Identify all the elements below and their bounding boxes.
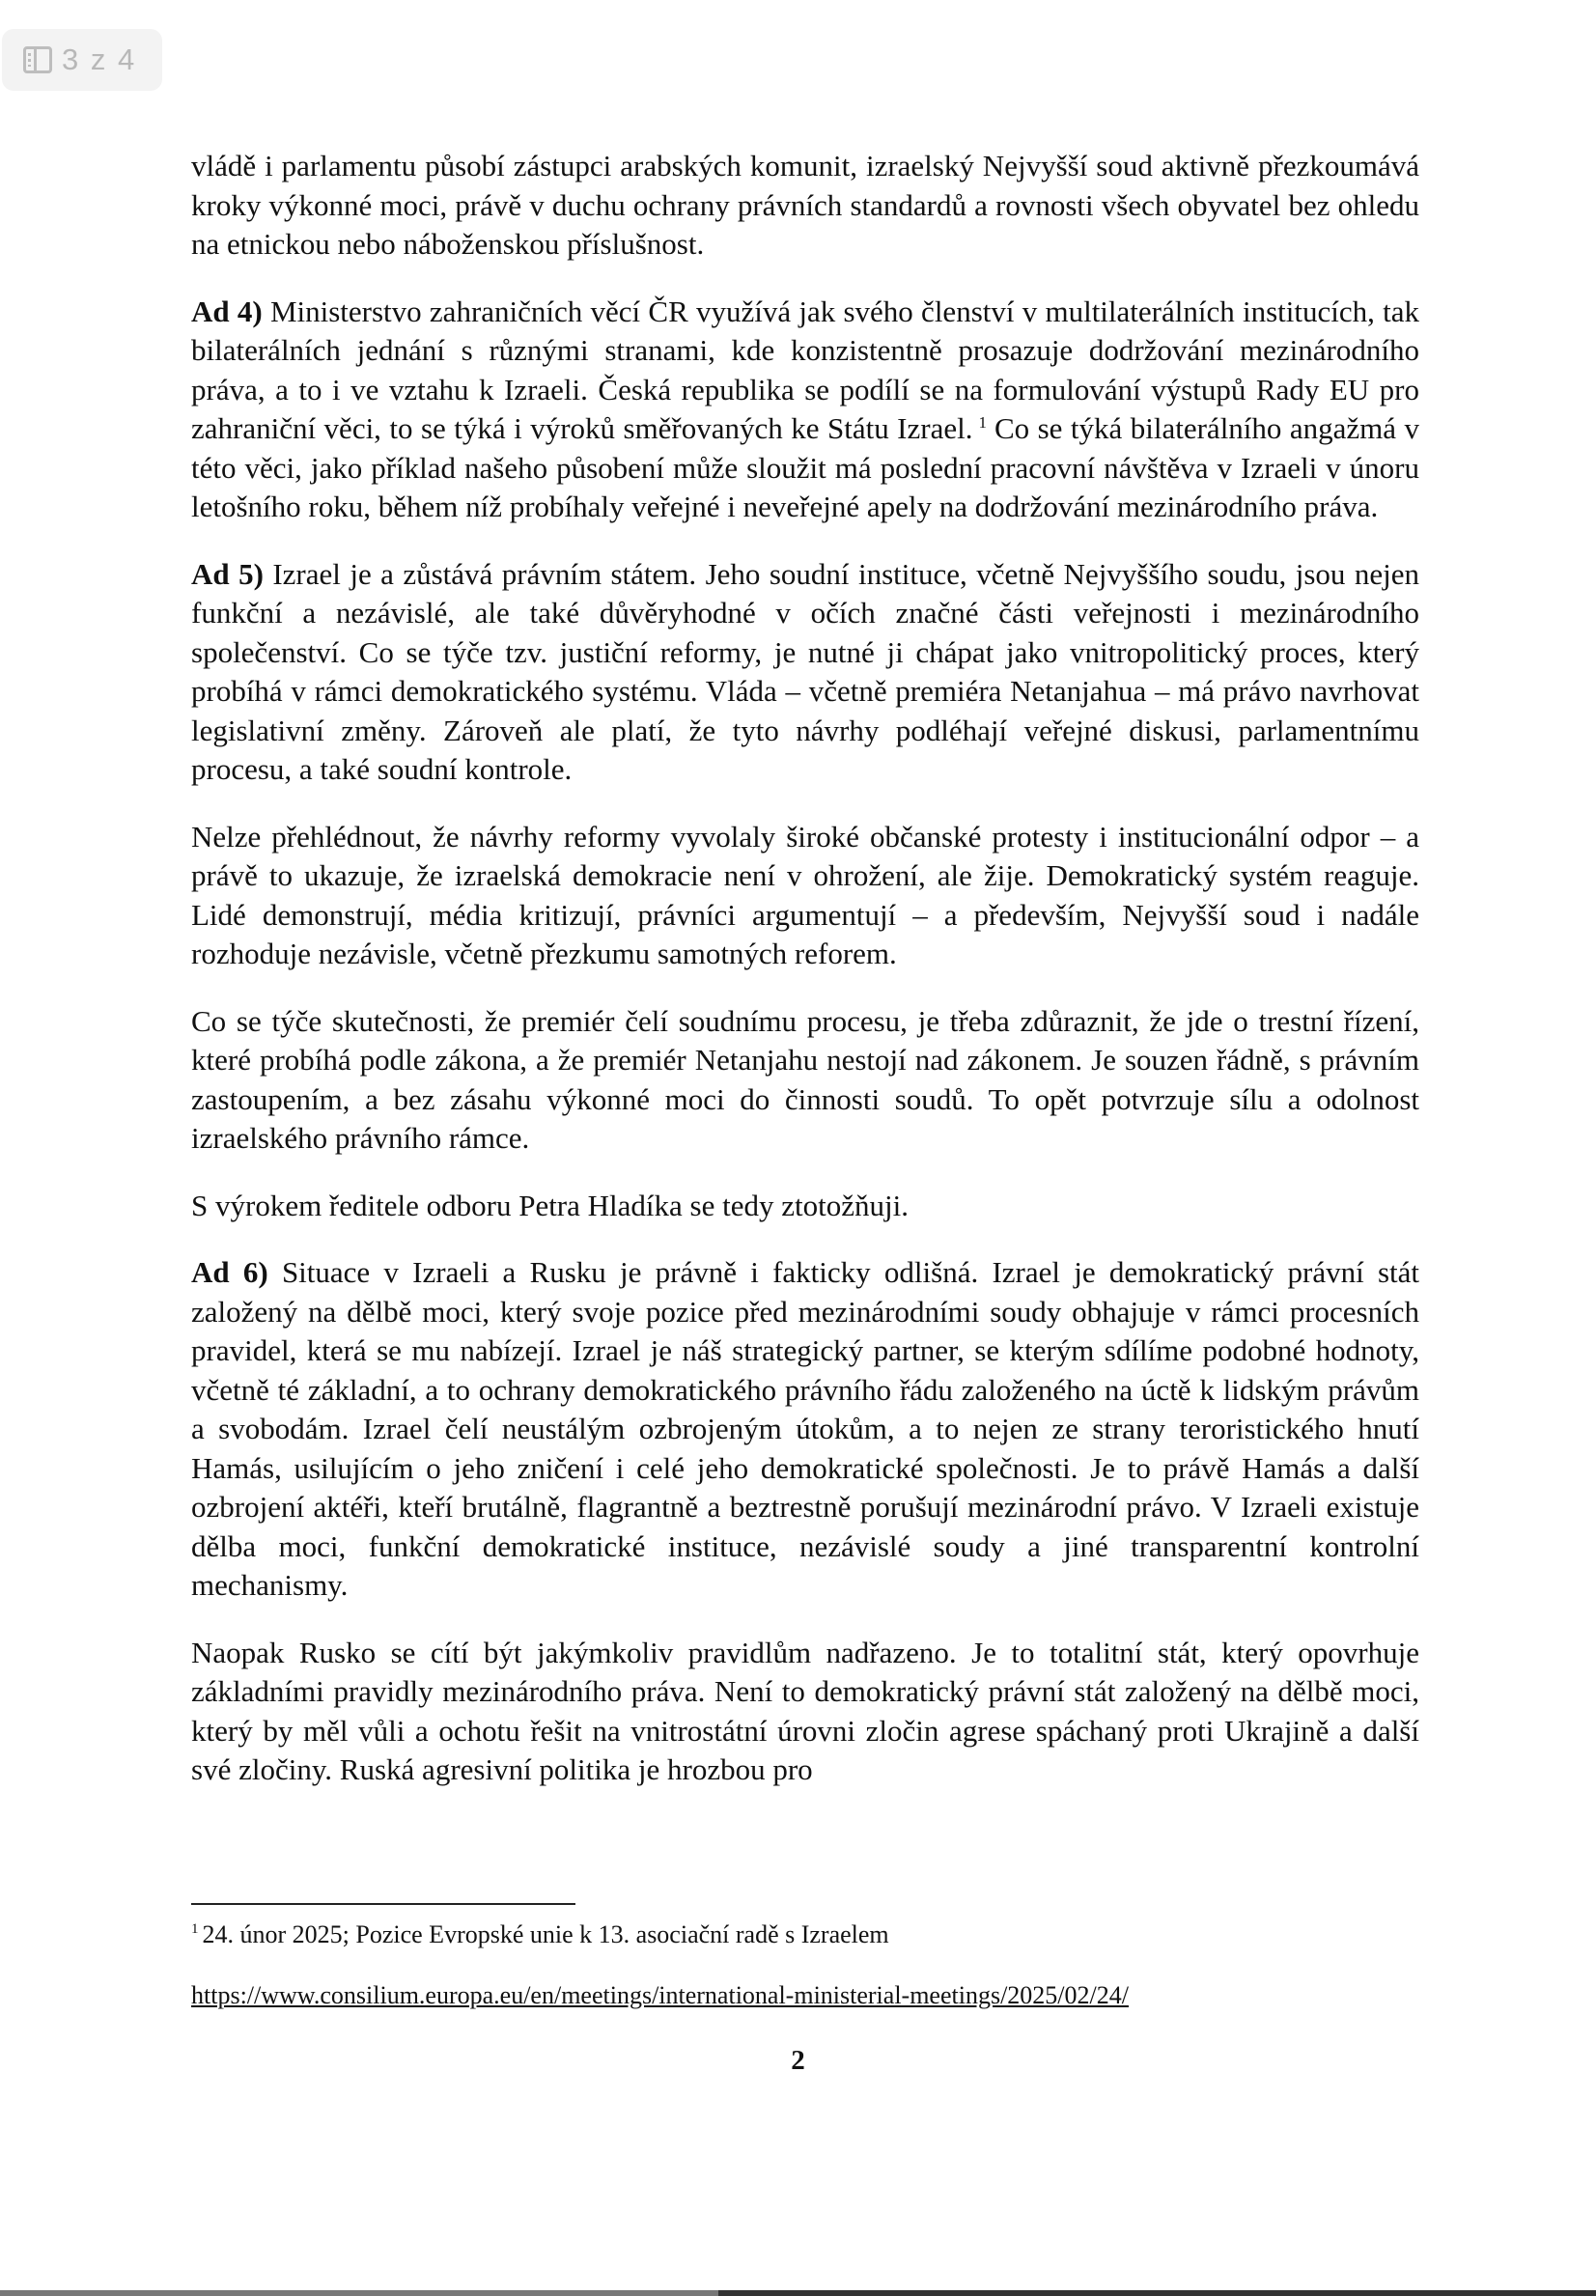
paragraph-text: Co se týká bilaterálního angažmá v této věci, jako příklad našeho působení může sloužit má poslední pracovní návštěva v Izraeli v únoru letošního roku, během níž probíhaly veřejné i neveřejné apely na dodržování mezinárodního práva.	[191, 411, 1420, 523]
paragraph: S výrokem ředitele odboru Petra Hladíka se tedy ztotožňuji.	[191, 1188, 909, 1222]
paragraph: Nelze přehlédnout, že návrhy reformy vyvolaly široké občanské protesty i institucionální odpor – a právě to ukazuje, že izraelská demokracie není v ohrožení, ale žije. Demokratický systém reaguje. Lidé demonstrují, média kritizují, právníci argumentují – a především, Nejvyšší soud i nadále rozhoduje nezávisle, včetně přezkumu samotných reforem.	[191, 819, 1419, 970]
document-body	[191, 147, 1419, 1818]
pages-icon	[23, 46, 52, 73]
paragraph-label: Ad 6)	[191, 1255, 268, 1289]
footnote-reference[interactable]: 1	[978, 412, 987, 432]
paragraph-label: Ad 4)	[191, 294, 263, 328]
paragraph-text: Izrael je a zůstává právním státem. Jeho soudní instituce, včetně Nejvyššího soudu, jsou nejen funkční a nezávislé, ale také důvěryhodné v očích značné části veřejnosti i mezinárodního společenství. Co se týče tzv. justiční reformy, je nutné ji chápat jako vnitropolitický proces, který probíhá v rámci demokratického systému. Vláda – včetně premiéra Netanjahua – má právo navrhovat legislativní změny. Zároveň ale platí, že tyto návrhy podléhají veřejné diskusi, parlamentnímu procesu, a také soudní kontrole.	[191, 556, 1420, 786]
footnote-link[interactable]: https://www.consilium.europa.eu/en/meetings/international-ministerial-meetings/2025/02/24/	[191, 1981, 1129, 2009]
paragraph-ad-5	[191, 555, 1419, 790]
footnote-divider	[191, 1903, 575, 1905]
paragraph-ad-6	[191, 1253, 1419, 1606]
page-indicator-text: 3 z 4	[62, 42, 137, 76]
paragraph-text: Situace v Izraeli a Rusku je právně i fakticky odlišná. Izrael je demokratický právní stát založený na dělbě moci, který svoje pozice před mezinárodními soudy obhajuje v rámci procesních pravidel, která se mu nabízejí. Izrael je náš strategický partner, se kterým sdílíme podobné hodnoty, včetně té základní, a to ochrany demokratického právního řádu založeného na úctě k lidským právům a svobodám. Izrael čelí neustálým ozbrojeným útokům, a to nejen ze strany teroristického hnutí Hamás, usilujícím o jeho zničení i celé jeho demokratické společnosti. Je to právě Hamás a další ozbrojení aktéři, kteří brutálně, flagrantně a beztrestně porušují mezinárodní právo. V Izraeli existuje dělba moci, funkční demokratické instituce, nezávislé soudy a jiné transparentní kontrolní mechanismy.	[191, 1255, 1420, 1602]
scan-edge	[0, 2290, 1596, 2296]
paragraph: vládě i parlamentu působí zástupci arabských komunit, izraelský Nejvyšší soud aktivně přezkoumává kroky výkonné moci, právě v duchu ochrany právních standardů a rovnosti všech obyvatel bez ohledu na etnickou nebo náboženskou příslušnost.	[191, 149, 1419, 261]
footnote	[191, 1917, 1419, 1953]
page-number: 2	[791, 2045, 805, 2076]
paragraph-ad-4	[191, 293, 1419, 527]
paragraph: Co se týče skutečnosti, že premiér čelí soudnímu procesu, je třeba zdůraznit, že jde o trestní řízení, které probíhá podle zákona, a že premiér Netanjahu nestojí nad zákonem. Je souzen řádně, s právním zastoupením, a bez zásahu výkonné moci do činnosti soudů. To opět potvrzuje sílu a odolnost izraelského právního rámce.	[191, 1003, 1419, 1155]
paragraph-text: Ministerstvo zahraničních věcí ČR využívá jak svého členství v multilaterálních institucích, tak bilaterálních jednání s různými stranami, kde konzistentně prosazuje dodržování mezinárodního práva, a to i ve vztahu k Izraeli. Česká republika se podílí se na formulování výstupů Rady EU pro zahraniční věci, to se týká i výroků směřovaných ke Státu Izrael.	[191, 294, 1419, 445]
footnote-text: 24. únor 2025; Pozice Evropské unie k 13. asociační radě s Izraelem	[202, 1920, 889, 1948]
page-indicator[interactable]	[2, 29, 162, 91]
paragraph: Naopak Rusko se cítí být jakýmkoliv pravidlům nadřazeno. Je to totalitní stát, který opovrhuje základními pravidly mezinárodního práva. Není to demokratický právní stát založený na dělbě moci, který by měl vůli a ochotu řešit na vnitrostátní úrovni zločin agrese spáchaný proti Ukrajině a další své zločiny. Ruská agresivní politika je hrozbou pro	[191, 1635, 1419, 1786]
paragraph-label: Ad 5)	[191, 556, 264, 591]
footnote-number: 1	[191, 1921, 199, 1938]
